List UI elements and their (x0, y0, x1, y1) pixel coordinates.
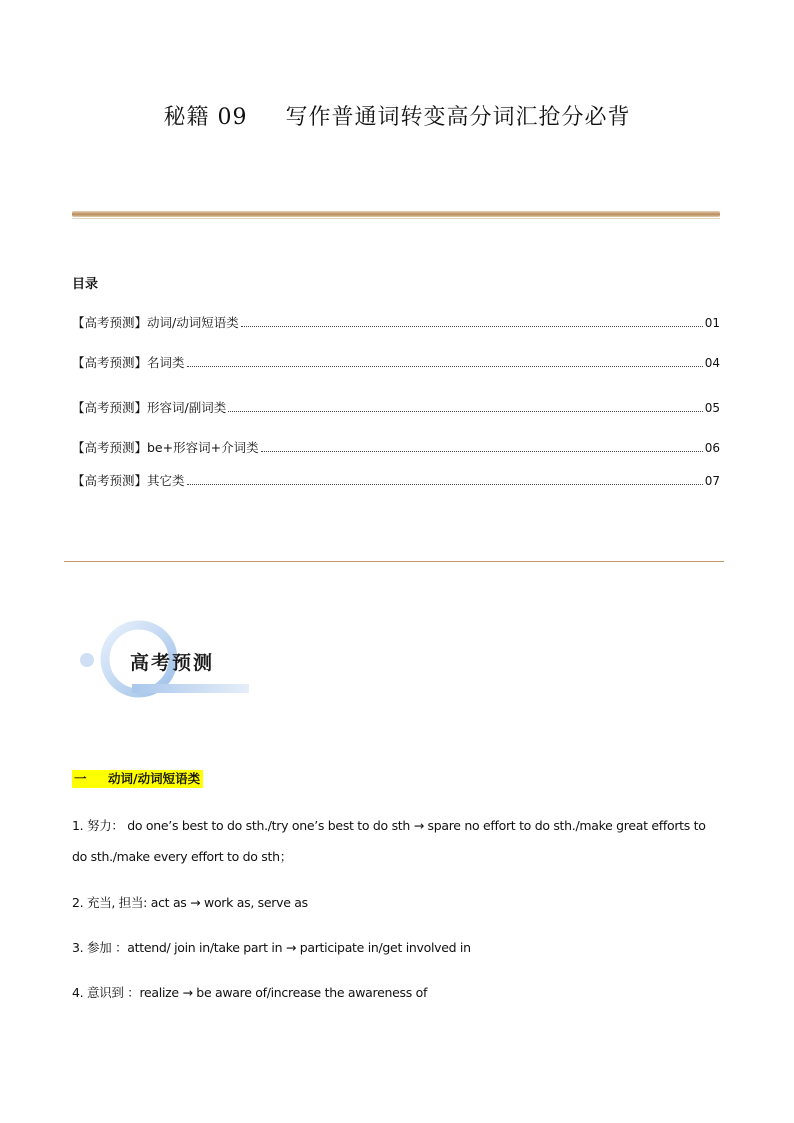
toc-entry-page: 04 (704, 356, 720, 370)
toc-entry-page: 06 (704, 441, 720, 455)
toc-leader-dots (228, 411, 703, 412)
toc-leader-dots (261, 451, 703, 452)
document-title (0, 100, 794, 131)
title-divider (72, 211, 720, 217)
section-number: 一 (74, 771, 87, 786)
toc-entry[interactable] (72, 313, 720, 331)
toc-entry[interactable] (72, 353, 720, 371)
toc-leader-dots (187, 366, 703, 367)
toc-heading: 目录 (72, 277, 99, 292)
toc-entry-page: 05 (704, 401, 720, 415)
toc-entry-page: 01 (704, 316, 720, 330)
section-heading (72, 770, 203, 788)
toc-entry-label: 【高考预测】be+形容词+介词类 (72, 440, 259, 455)
section-divider (64, 561, 724, 562)
badge-label: 高考预测 (130, 652, 215, 674)
toc-leader-dots (241, 326, 703, 327)
badge-dot (80, 653, 94, 667)
toc-entry-label: 【高考预测】形容词/副词类 (72, 400, 227, 415)
toc-entry[interactable] (72, 438, 720, 456)
toc-entry-label: 【高考预测】其它类 (72, 473, 185, 488)
badge-bar (132, 684, 249, 693)
toc-leader-dots (187, 484, 703, 485)
toc-entry-label: 【高考预测】动词/动词短语类 (72, 315, 239, 330)
title-main: 写作普通词转变高分词汇抢分必背 (285, 105, 631, 130)
title-prefix: 秘籍 09 (163, 105, 248, 130)
toc-entry[interactable] (72, 471, 720, 489)
toc-entry-page: 07 (704, 474, 720, 488)
list-item: 3. 参加 ：attend/ join in/take part in → participate in/get involved in (72, 940, 471, 955)
toc-entry-label: 【高考预测】名词类 (72, 355, 185, 370)
list-item: 2. 充当, 担当: act as → work as, serve as (72, 895, 308, 910)
list-item: 1. 努力： do one’s best to do sth./try one’s best to do sth → spare no effort to do sth./make great efforts to do sth./make every effort to do sth； (72, 818, 706, 864)
section-title: 动词/动词短语类 (108, 771, 201, 786)
list-item: 4. 意识到 ：realize → be aware of/increase the awareness of (72, 985, 428, 1000)
toc-entry[interactable] (72, 398, 720, 416)
